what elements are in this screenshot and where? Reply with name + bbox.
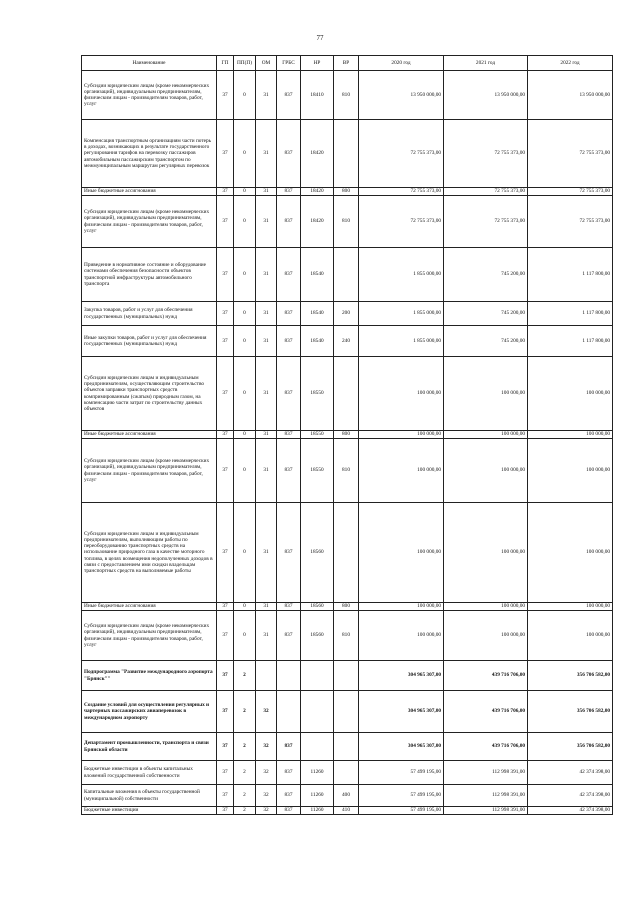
cell-vr: 810 [334,196,359,248]
cell-nr: 18420 [301,188,334,196]
cell-2020: 100 000,00 [359,611,444,661]
cell-2021: 100 000,00 [444,503,528,603]
cell-vr: 800 [334,188,359,196]
header-name: Наименование [82,56,217,71]
cell-grbs: 837 [277,603,301,611]
cell-2020: 57 499 195,00 [359,761,444,785]
header-2021: 2021 год [444,56,528,71]
table-row [82,785,613,807]
cell-2021: 439 716 706,00 [444,733,528,761]
cell-2022: 100 000,00 [528,503,613,603]
cell-2020: 304 965 307,00 [359,661,444,691]
cell-2021: 745 200,00 [444,302,528,326]
header-om: ОМ [256,56,277,71]
cell-vr: 800 [334,431,359,439]
cell-gp: 37 [217,611,234,661]
cell-grbs: 837 [277,71,301,120]
cell-2022: 42 374 398,00 [528,807,613,815]
cell-om [256,661,277,691]
cell-name: Иные бюджетные ассигнования [82,431,217,439]
cell-nr: 18540 [301,248,334,302]
cell-om: 32 [256,785,277,807]
cell-2022: 42 374 398,00 [528,761,613,785]
header-nr: НР [301,56,334,71]
cell-vr: 800 [334,603,359,611]
cell-grbs: 837 [277,326,301,357]
cell-vr: 810 [334,71,359,120]
cell-om: 31 [256,71,277,120]
cell-vr [334,120,359,188]
cell-vr: 810 [334,439,359,503]
cell-vr [334,503,359,603]
cell-grbs [277,691,301,733]
cell-2021: 112 998 391,00 [444,807,528,815]
cell-pp: 2 [234,691,256,733]
cell-pp: 2 [234,661,256,691]
cell-gp: 37 [217,785,234,807]
cell-om: 31 [256,326,277,357]
cell-2022: 42 374 398,00 [528,785,613,807]
cell-nr: 11260 [301,785,334,807]
cell-2020: 1 855 000,00 [359,302,444,326]
cell-nr: 18560 [301,503,334,603]
cell-nr [301,661,334,691]
cell-om: 31 [256,357,277,431]
cell-grbs: 837 [277,431,301,439]
cell-2022: 72 755 373,00 [528,196,613,248]
cell-2020: 72 755 373,00 [359,196,444,248]
cell-nr: 18560 [301,611,334,661]
cell-2020: 1 855 000,00 [359,248,444,302]
cell-2022: 1 117 800,00 [528,248,613,302]
cell-2022: 100 000,00 [528,431,613,439]
cell-pp: 2 [234,733,256,761]
cell-pp: 2 [234,761,256,785]
cell-2020: 304 965 307,00 [359,733,444,761]
cell-gp: 37 [217,120,234,188]
cell-2021: 100 000,00 [444,357,528,431]
table-row [82,188,613,196]
cell-name: Компенсация транспортным организациям части потерь в доходах, возникающих в результате государственного регулирования тарифов на перевозку пассажиров автомобильным пассажирским транспортом по межмуниципальным маршрутам регулярных перевозок [82,120,217,188]
table-row [82,661,613,691]
cell-gp: 37 [217,71,234,120]
cell-2020: 304 965 307,00 [359,691,444,733]
cell-gp: 37 [217,196,234,248]
cell-2021: 112 998 391,00 [444,761,528,785]
table-row [82,691,613,733]
cell-pp: 0 [234,431,256,439]
cell-vr [334,661,359,691]
cell-vr [334,691,359,733]
cell-2021: 745 200,00 [444,326,528,357]
cell-nr [301,733,334,761]
cell-gp: 37 [217,326,234,357]
table-row [82,196,613,248]
cell-pp: 0 [234,248,256,302]
cell-pp: 0 [234,503,256,603]
cell-gp: 37 [217,431,234,439]
cell-vr: 240 [334,326,359,357]
cell-2022: 356 706 582,00 [528,691,613,733]
cell-name: Иные бюджетные ассигнования [82,603,217,611]
cell-name: Субсидии юридическим лицам и индивидуальным предпринимателям, осуществляющим строительство объектов заправки транспортных средств компримированным (сжатым) природным газом, на компенсацию части затрат по строительству данных объектов [82,357,217,431]
table-row [82,302,613,326]
cell-nr: 18420 [301,196,334,248]
cell-pp: 0 [234,196,256,248]
cell-om: 31 [256,439,277,503]
table-row [82,807,613,815]
cell-vr [334,761,359,785]
cell-nr: 18560 [301,603,334,611]
cell-vr [334,733,359,761]
header-pp: ПП(П) [234,56,256,71]
cell-grbs: 837 [277,196,301,248]
cell-2022: 356 706 582,00 [528,661,613,691]
cell-om: 31 [256,248,277,302]
cell-2022: 100 000,00 [528,439,613,503]
cell-om: 32 [256,691,277,733]
cell-vr: 410 [334,807,359,815]
cell-gp: 37 [217,248,234,302]
cell-2021: 439 716 706,00 [444,661,528,691]
table-body [82,71,613,815]
header-gp: ГП [217,56,234,71]
table-row [82,326,613,357]
cell-gp: 37 [217,439,234,503]
cell-pp: 0 [234,71,256,120]
cell-2022: 100 000,00 [528,603,613,611]
cell-grbs: 837 [277,188,301,196]
cell-2021: 439 716 706,00 [444,691,528,733]
header-grbs: ГРБС [277,56,301,71]
cell-name: Бюджетные инвестиции в объекты капитальных вложений государственной собственности [82,761,217,785]
cell-pp: 0 [234,120,256,188]
cell-om: 31 [256,302,277,326]
cell-2020: 100 000,00 [359,503,444,603]
cell-vr: 200 [334,302,359,326]
cell-2020: 100 000,00 [359,431,444,439]
table-row [82,71,613,120]
table-row [82,603,613,611]
cell-pp: 0 [234,302,256,326]
cell-name: Субсидии юридическим лицам (кроме некоммерческих организаций), индивидуальным предпринимателям, физическим лицам - производителям товаров, работ, услуг [82,196,217,248]
cell-2021: 72 755 373,00 [444,196,528,248]
cell-2020: 57 499 195,00 [359,807,444,815]
cell-grbs: 837 [277,503,301,603]
cell-pp: 2 [234,785,256,807]
table-row [82,357,613,431]
cell-2020: 57 499 195,00 [359,785,444,807]
cell-gp: 37 [217,603,234,611]
cell-name: Иные бюджетные ассигнования [82,188,217,196]
cell-nr: 18550 [301,439,334,503]
cell-pp: 0 [234,188,256,196]
cell-2021: 112 998 391,00 [444,785,528,807]
cell-2020: 72 755 373,00 [359,188,444,196]
cell-2021: 100 000,00 [444,439,528,503]
cell-grbs: 837 [277,761,301,785]
cell-om: 31 [256,196,277,248]
page-number: 77 [316,34,324,42]
cell-om: 31 [256,188,277,196]
cell-om: 31 [256,603,277,611]
cell-grbs: 837 [277,785,301,807]
cell-gp: 37 [217,733,234,761]
cell-gp: 37 [217,357,234,431]
cell-2022: 72 755 373,00 [528,120,613,188]
cell-vr [334,248,359,302]
cell-grbs: 837 [277,248,301,302]
cell-om: 31 [256,431,277,439]
table-row [82,761,613,785]
cell-gp: 37 [217,188,234,196]
cell-nr: 11260 [301,761,334,785]
cell-name: Капитальные вложения в объекты государственной (муниципальной) собственности [82,785,217,807]
cell-nr: 18540 [301,326,334,357]
cell-gp: 37 [217,503,234,603]
cell-nr: 18540 [301,302,334,326]
cell-pp: 0 [234,439,256,503]
cell-gp: 37 [217,761,234,785]
cell-2021: 100 000,00 [444,611,528,661]
cell-nr: 11260 [301,807,334,815]
cell-om: 31 [256,120,277,188]
cell-2021: 72 755 373,00 [444,188,528,196]
cell-name: Субсидии юридическим лицам (кроме некоммерческих организаций), индивидуальным предпринимателям, физическим лицам - производителям товаров, работ, услуг [82,611,217,661]
cell-2020: 100 000,00 [359,357,444,431]
cell-gp: 37 [217,661,234,691]
cell-2021: 72 755 373,00 [444,120,528,188]
cell-2020: 13 950 000,00 [359,71,444,120]
cell-nr: 18420 [301,120,334,188]
table-row [82,439,613,503]
cell-pp: 2 [234,807,256,815]
cell-name: Создание условий для осуществления регулярных и чартерных пассажирских авиаперевозок в международном аэропорту [82,691,217,733]
cell-nr [301,691,334,733]
table-row [82,611,613,661]
cell-om: 31 [256,611,277,661]
cell-name: Закупка товаров, работ и услуг для обеспечения государственных (муниципальных) нужд [82,302,217,326]
cell-om: 32 [256,733,277,761]
cell-name: Приведение в нормативное состояние и оборудование системами обеспечения безопасности объектов транспортной инфраструктуры автомобильного транспорта [82,248,217,302]
cell-nr: 18550 [301,431,334,439]
cell-2020: 100 000,00 [359,603,444,611]
cell-2021: 745 200,00 [444,248,528,302]
cell-om: 32 [256,761,277,785]
cell-gp: 37 [217,807,234,815]
cell-vr: 810 [334,611,359,661]
cell-name: Субсидии юридическим лицам (кроме некоммерческих организаций), индивидуальным предпринимателям, физическим лицам - производителям товаров, работ, услуг [82,439,217,503]
cell-pp: 0 [234,357,256,431]
table-row [82,503,613,603]
cell-2022: 72 755 373,00 [528,188,613,196]
cell-grbs: 837 [277,611,301,661]
cell-2020: 100 000,00 [359,439,444,503]
cell-om: 32 [256,807,277,815]
cell-grbs: 837 [277,733,301,761]
cell-2022: 1 117 800,00 [528,326,613,357]
cell-vr [334,357,359,431]
table-row [82,733,613,761]
cell-grbs: 837 [277,357,301,431]
table-header-row [82,56,613,71]
cell-gp: 37 [217,691,234,733]
cell-nr: 18550 [301,357,334,431]
cell-2020: 1 855 000,00 [359,326,444,357]
cell-name: Субсидии юридическим лицам и индивидуальным предпринимателям, выполняющим работы по переоборудованию транспортных средств на использование природного газа в качестве моторного топлива, в целях возмещения недополученных доходов в связи с предоставлением ими скидки владельцам транспортных средств на выполняемые работы [82,503,217,603]
cell-gp: 37 [217,302,234,326]
header-2022: 2022 год [528,56,613,71]
table-row [82,431,613,439]
cell-grbs: 837 [277,302,301,326]
cell-grbs [277,661,301,691]
cell-2022: 100 000,00 [528,357,613,431]
cell-2022: 356 706 582,00 [528,733,613,761]
cell-om: 31 [256,503,277,603]
cell-2022: 100 000,00 [528,611,613,661]
cell-nr: 18410 [301,71,334,120]
cell-vr: 400 [334,785,359,807]
cell-pp: 0 [234,603,256,611]
cell-grbs: 837 [277,807,301,815]
cell-2021: 100 000,00 [444,431,528,439]
cell-name: Иные закупки товаров, работ и услуг для обеспечения государственных (муниципальных) нужд [82,326,217,357]
header-2020: 2020 год [359,56,444,71]
cell-2020: 72 755 373,00 [359,120,444,188]
cell-2022: 13 950 000,00 [528,71,613,120]
cell-name: Бюджетные инвестиции [82,807,217,815]
cell-grbs: 837 [277,120,301,188]
cell-grbs: 837 [277,439,301,503]
cell-2021: 100 000,00 [444,603,528,611]
budget-table [81,55,613,815]
cell-2022: 1 117 800,00 [528,302,613,326]
cell-name: Департамент промышленности, транспорта и связи Брянской области [82,733,217,761]
table-row [82,248,613,302]
table-row [82,120,613,188]
cell-pp: 0 [234,326,256,357]
header-vr: ВР [334,56,359,71]
cell-name: Субсидии юридическим лицам (кроме некоммерческих организаций), индивидуальным предпринимателям, физическим лицам - производителям товаров, работ, услуг [82,71,217,120]
cell-2021: 13 950 000,00 [444,71,528,120]
cell-pp: 0 [234,611,256,661]
cell-name: Подпрограмма "Развитие международного аэропорта "Брянск"" [82,661,217,691]
